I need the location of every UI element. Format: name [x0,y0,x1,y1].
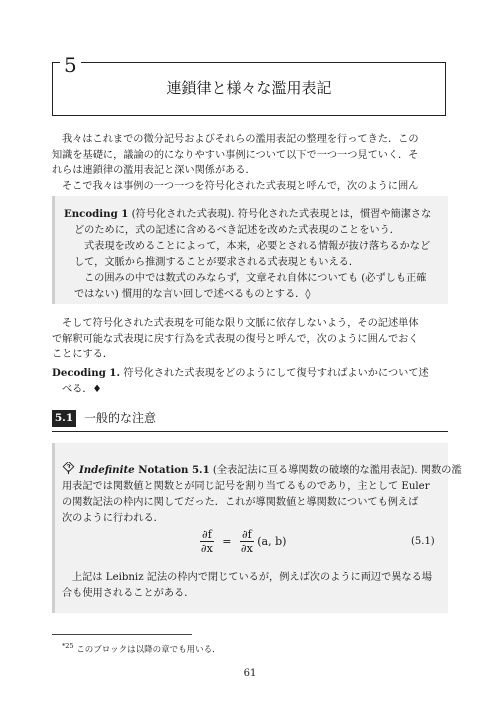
section-title: 一般的な注意 [84,411,157,425]
notation-line: の関数記法の枠内に関してだった．これが導関数値と導関数についても例えば [62,497,419,508]
footnote [62,640,221,656]
equation-number: (5.1) [411,536,435,547]
footnote-marker: *25 [62,642,74,650]
notation-head [62,452,462,479]
encoding-label: Encoding 1 [64,208,129,220]
intro-line: れらは連鎖律の濫用表記と深い関係がある． [52,165,256,177]
chapter-title: 連鎖律と様々な濫用表記 [166,79,332,97]
paragraph-line: そして符号化された式表現を可能な限り文脈に依存しないよう，その記述単体 [62,318,419,329]
intro-line: そこで我々は事例の一つ一つを符号化された式表現と呼んで，次のように囲ん [62,180,419,192]
equals-sign: = [222,535,232,548]
notation-label: Notation 5.1 [134,464,210,476]
notation-line: 合も使用されることがある． [62,587,195,599]
encoding-line: 式表現を改めることによって，本来，必要とされる情報が抜け落ちるかなど [84,241,431,252]
chapter-number: 5 [60,55,81,75]
decoding-label: Decoding 1. [52,367,121,379]
encoding-content [64,206,444,303]
fraction-denominator: ∂x [240,542,253,555]
fraction-numerator: ∂f [241,528,252,541]
decoding-text: 符号化された式表現をどのようにして復号すればよいかについて述 [120,368,429,379]
notation-content [62,452,462,527]
fraction-denominator: ∂x [200,542,213,555]
encoding-line: して，文脈から推測することが要求される式表現ともいえる． [74,257,360,268]
decoding-line [52,366,448,382]
encoding-head-text: (符号化された式表現). 符号化された式表現とは，慣習や簡潔さな [128,209,432,220]
encoding-head [64,206,444,223]
evaluation-point: (a, b) [257,535,287,548]
paragraph-line: で解釈可能な式表現に戻す行為を式表現の復号と呼んで，次のように囲んでおく [52,333,419,345]
notation-line: 次のように行われる． [62,513,164,524]
section-rule [52,431,448,432]
encoding-line: どのために，式の記述に含めるべき記述を改めた式表現のことをいう． [74,225,400,236]
intro-line: 我々はこれまでの微分記号およびそれらの濫用表記の整理を行ってきた．この [62,134,419,145]
intro-line: 知識を基礎に，議論の的になりやすい事例について以下で一つ一つ見ていく．そ [52,149,419,161]
paragraph-line: ことにする． [52,349,114,361]
notation-box-bar [52,443,55,613]
page-number: 61 [243,668,257,679]
notation-head-text: (全表記法に亘る導関数の破壊的な濫用表記). 関数の濫 [209,465,462,476]
encoding-line: ではない) 慣用的な言い回しで述べるものとする．◊ [74,289,311,300]
fraction-lhs [200,528,214,555]
decoding-line: べる．♦ [62,383,102,395]
fraction-rhs [240,528,254,555]
notation-line: 上記は Leibniz 記法の枠内で閉じているが，例えば次のように両辺で異なる場 [72,572,433,583]
footnote-rule [52,634,192,635]
notation-line: 用表記では関数値と関数とが同じ記号を割り当てるものであり，主として Euler [62,481,430,492]
section-number: 5.1 [52,410,76,427]
notation-after-paragraph [62,570,442,601]
notation-italic-label: Indefinite [79,464,135,476]
footnote-text: このブロックは以降の章でも用いる． [73,644,221,655]
after-encoding-paragraph [52,316,448,363]
dangerous-bend-icon [62,462,75,475]
encoding-line: この囲みの中では数式のみならず，文章それ自体についても (必ずしも正確 [84,273,427,284]
encoding-box-bar [52,196,55,304]
decoding-paragraph [52,366,448,397]
fraction-numerator: ∂f [202,528,212,541]
equation-5-1 [200,528,286,560]
